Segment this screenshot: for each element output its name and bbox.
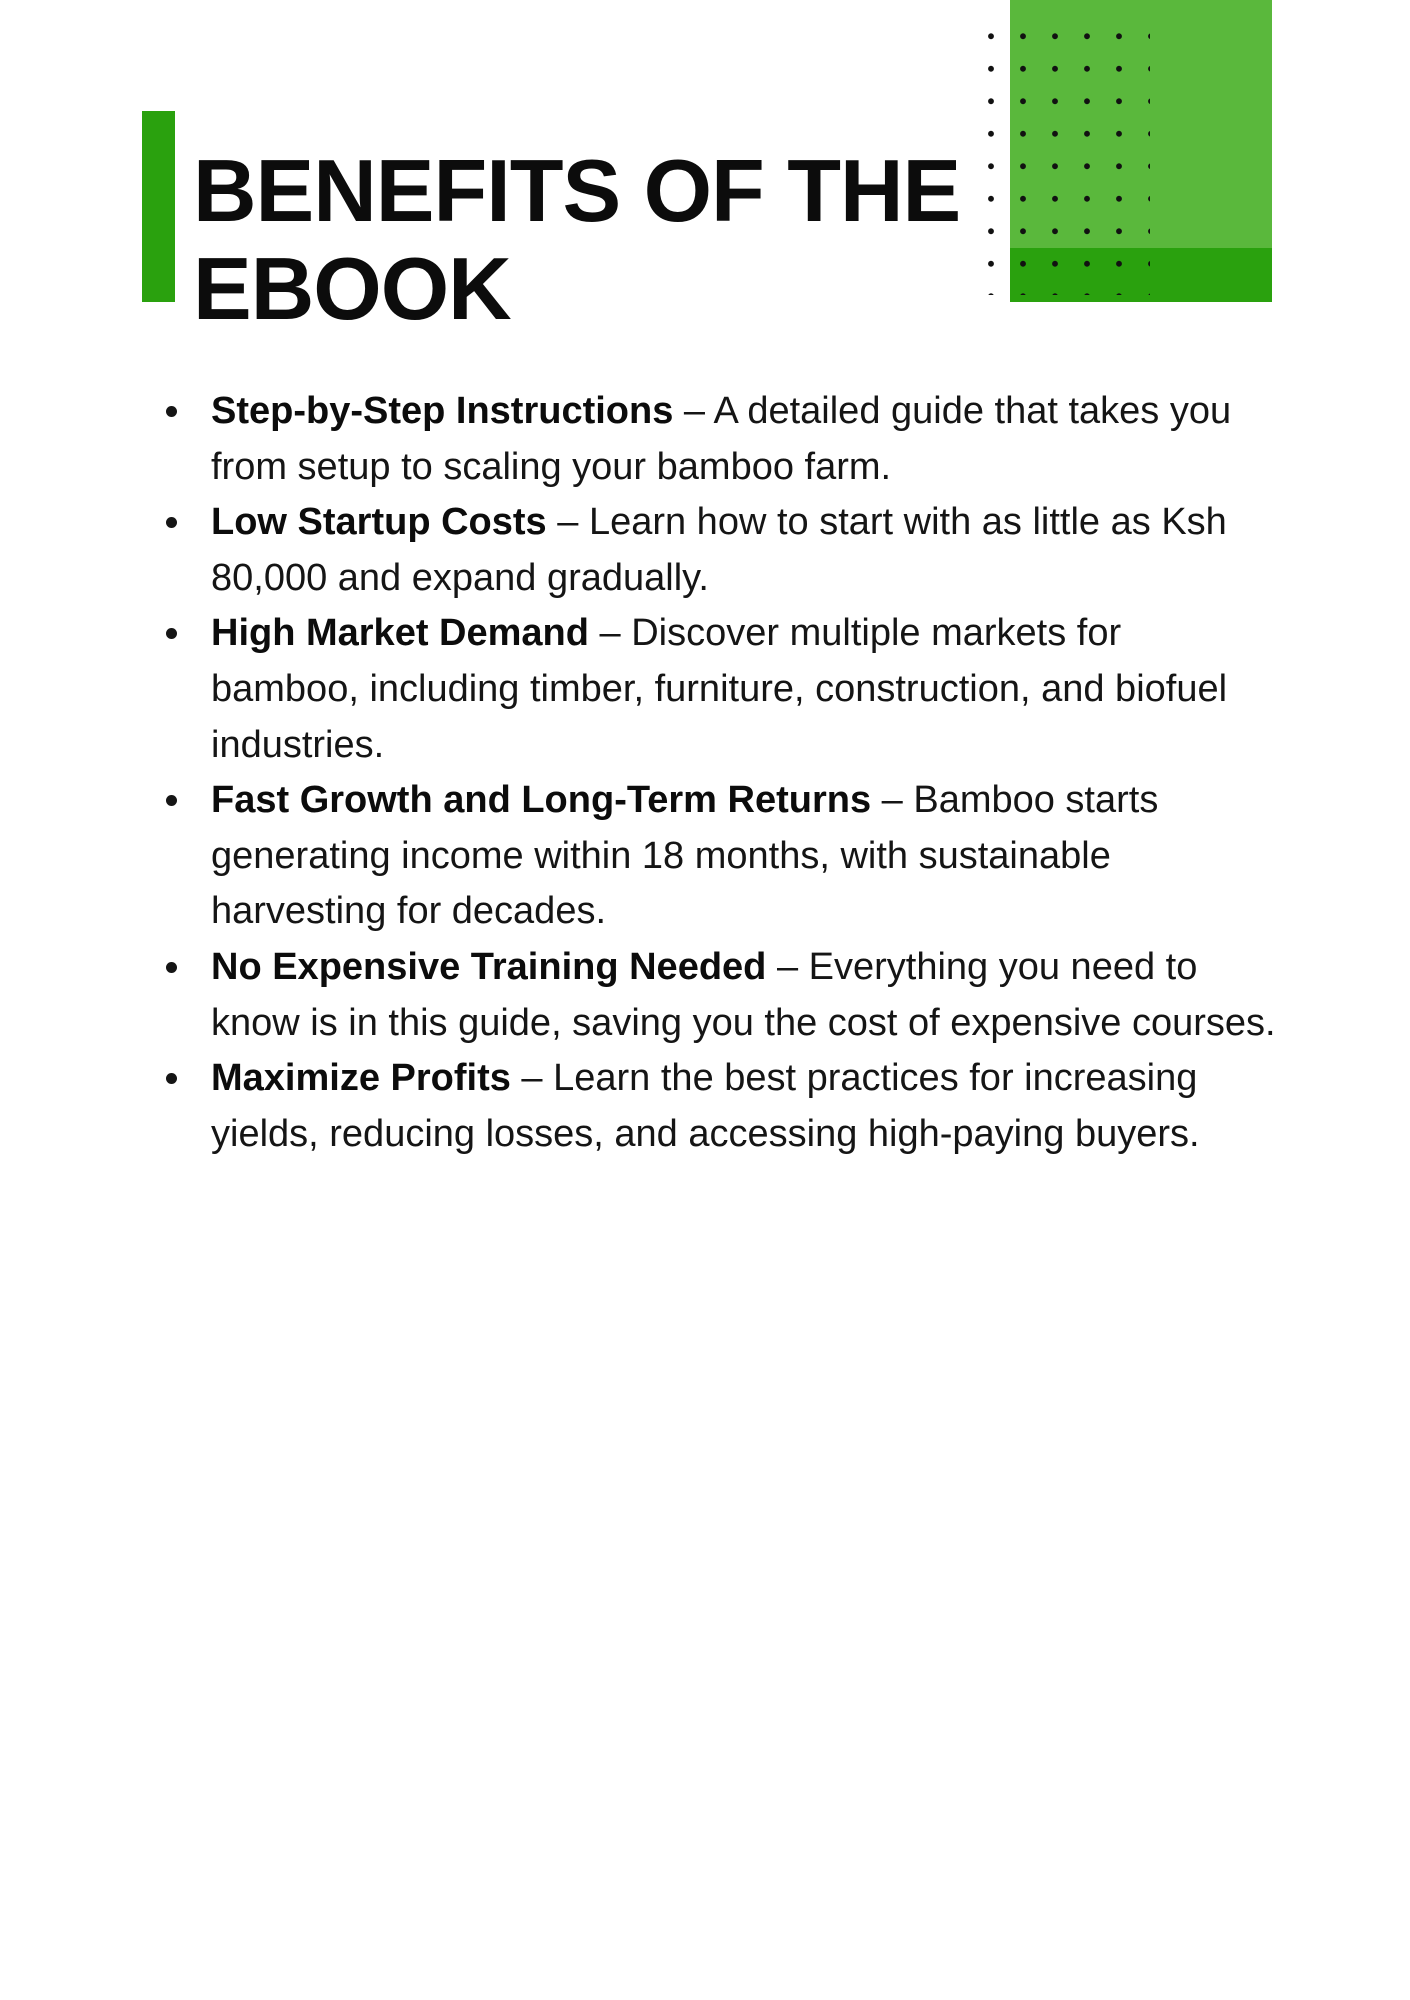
benefit-description: Learn the best practices for increasing yields, reducing losses, and accessing high-paying buyers. (211, 1057, 1200, 1155)
benefit-separator: – (546, 501, 589, 544)
bullet-icon (166, 1073, 177, 1084)
list-item (162, 606, 1277, 773)
bullet-icon (166, 406, 177, 417)
benefit-title: High Market Demand (211, 612, 589, 655)
bullet-icon (166, 962, 177, 973)
benefits-list (162, 384, 1277, 1162)
title-accent-bar (142, 111, 175, 302)
list-item (162, 495, 1277, 606)
bullet-icon (166, 628, 177, 639)
bullet-icon (166, 795, 177, 806)
benefit-separator: – (766, 945, 809, 988)
bullet-icon (166, 517, 177, 528)
benefit-title: Low Startup Costs (211, 501, 547, 544)
page-title: BENEFITS OF THE EBOOK (193, 141, 961, 338)
benefit-separator: – (871, 779, 914, 822)
benefit-description: A detailed guide that takes you from setup to scaling your bamboo farm. (211, 390, 1232, 488)
benefit-description: Learn how to start with as little as Ksh 80,000 and expand gradually. (211, 501, 1227, 599)
list-item (162, 384, 1277, 495)
benefit-separator: – (673, 390, 714, 432)
benefit-separator: – (510, 1057, 554, 1100)
benefit-title: Fast Growth and Long-Term Returns (211, 779, 872, 822)
benefit-description: Discover multiple markets for bamboo, including timber, furniture, construction, and biofuel industries. (211, 612, 1228, 766)
list-item (162, 773, 1277, 940)
benefit-title: Step-by-Step Instructions (211, 390, 674, 432)
benefit-description: Bamboo starts generating income within 18 months, with sustainable harvesting for decades. (211, 779, 1159, 933)
benefit-title: No Expensive Training Needed (211, 945, 767, 988)
list-item (162, 1051, 1277, 1162)
benefit-title: Maximize Profits (211, 1057, 511, 1100)
benefit-separator: – (588, 612, 632, 655)
list-item (162, 940, 1277, 1051)
dot-grid-icon (975, 20, 1150, 295)
benefit-description: Everything you need to know is in this guide, saving you the cost of expensive courses. (211, 945, 1276, 1044)
